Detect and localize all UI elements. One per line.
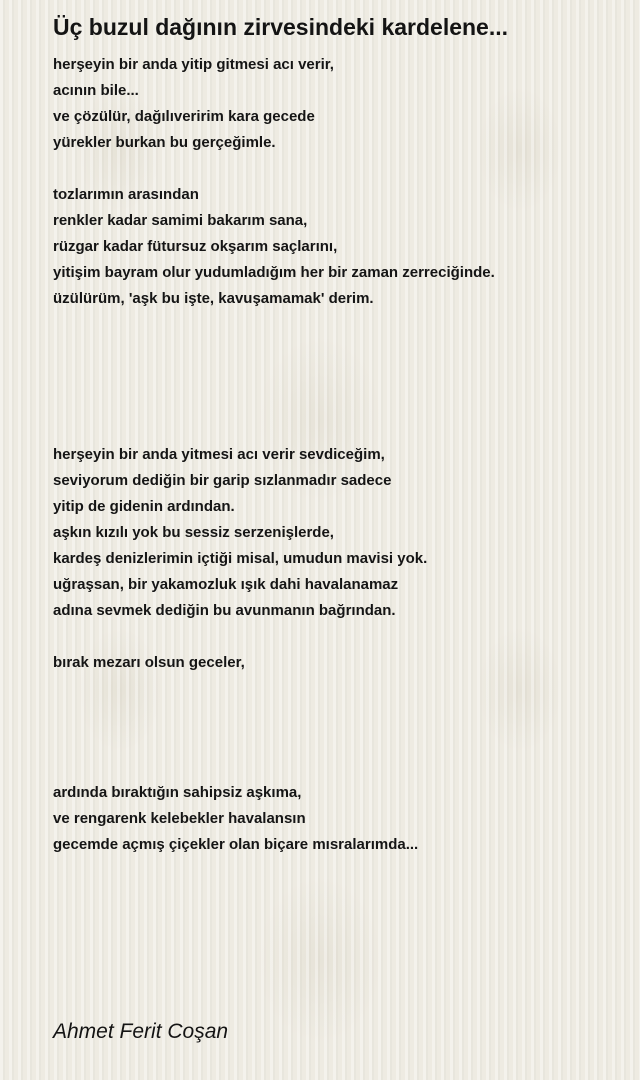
poem-line: tozlarımın arasından [53, 186, 199, 203]
poem-line [53, 676, 623, 702]
poem-line: ve rengarenk kelebekler havalansın [53, 810, 306, 827]
poem-line: yürekler burkan bu gerçeğimle. [53, 134, 276, 151]
poem-line [53, 624, 623, 650]
poem-line [53, 416, 623, 442]
poem-line: kardeş denizlerimin içtiği misal, umudun mavisi yok. [53, 550, 428, 567]
poem-line: ardında bıraktığın sahipsiz aşkıma, [53, 784, 302, 801]
poem-line [53, 754, 623, 780]
poem-line [53, 338, 623, 364]
poem-line: aşkın kızılı yok bu sessiz serzenişlerde, [53, 524, 334, 541]
poem-line [53, 312, 623, 338]
poem-author: Ahmet Ferit Coşan [53, 1020, 229, 1043]
poem-line: ve çözülür, dağılıveririm kara gecede [53, 108, 315, 125]
poem-line: yitip de gidenin ardından. [53, 498, 235, 515]
poem-line: gecemde açmış çiçekler olan biçare mısralarımda... [53, 836, 419, 853]
poem-line: yitişim bayram olur yudumladığım her bir zaman zerreciğinde. [53, 264, 495, 281]
poem-line [53, 364, 623, 390]
poem-line: renkler kadar samimi bakarım sana, [53, 212, 308, 229]
poem-line: uğraşsan, bir yakamozluk ışık dahi havalanamaz [53, 576, 399, 593]
poem-title: Üç buzul dağının zirvesindeki kardelene... [53, 14, 509, 40]
poem-line: rüzgar kadar fütursuz okşarım saçlarını, [53, 238, 338, 255]
poem-line: adına sevmek dediğin bu avunmanın bağrından. [53, 602, 396, 619]
poem-line [53, 702, 623, 728]
poem-body [53, 52, 623, 858]
poem-line: seviyorum dediğin bir garip sızlanmadır sadece [53, 472, 392, 489]
poem-line [53, 728, 623, 754]
poem-line: herşeyin bir anda yitmesi acı verir sevdiceğim, [53, 446, 385, 463]
poem-line [53, 156, 623, 182]
poem-line: üzülürüm, 'aşk bu işte, kavuşamamak' derim. [53, 290, 374, 307]
poem-line: bırak mezarı olsun geceler, [53, 654, 245, 671]
poem-line: herşeyin bir anda yitip gitmesi acı verir, [53, 56, 334, 73]
poem-line: acının bile... [53, 82, 139, 99]
poem-line [53, 390, 623, 416]
